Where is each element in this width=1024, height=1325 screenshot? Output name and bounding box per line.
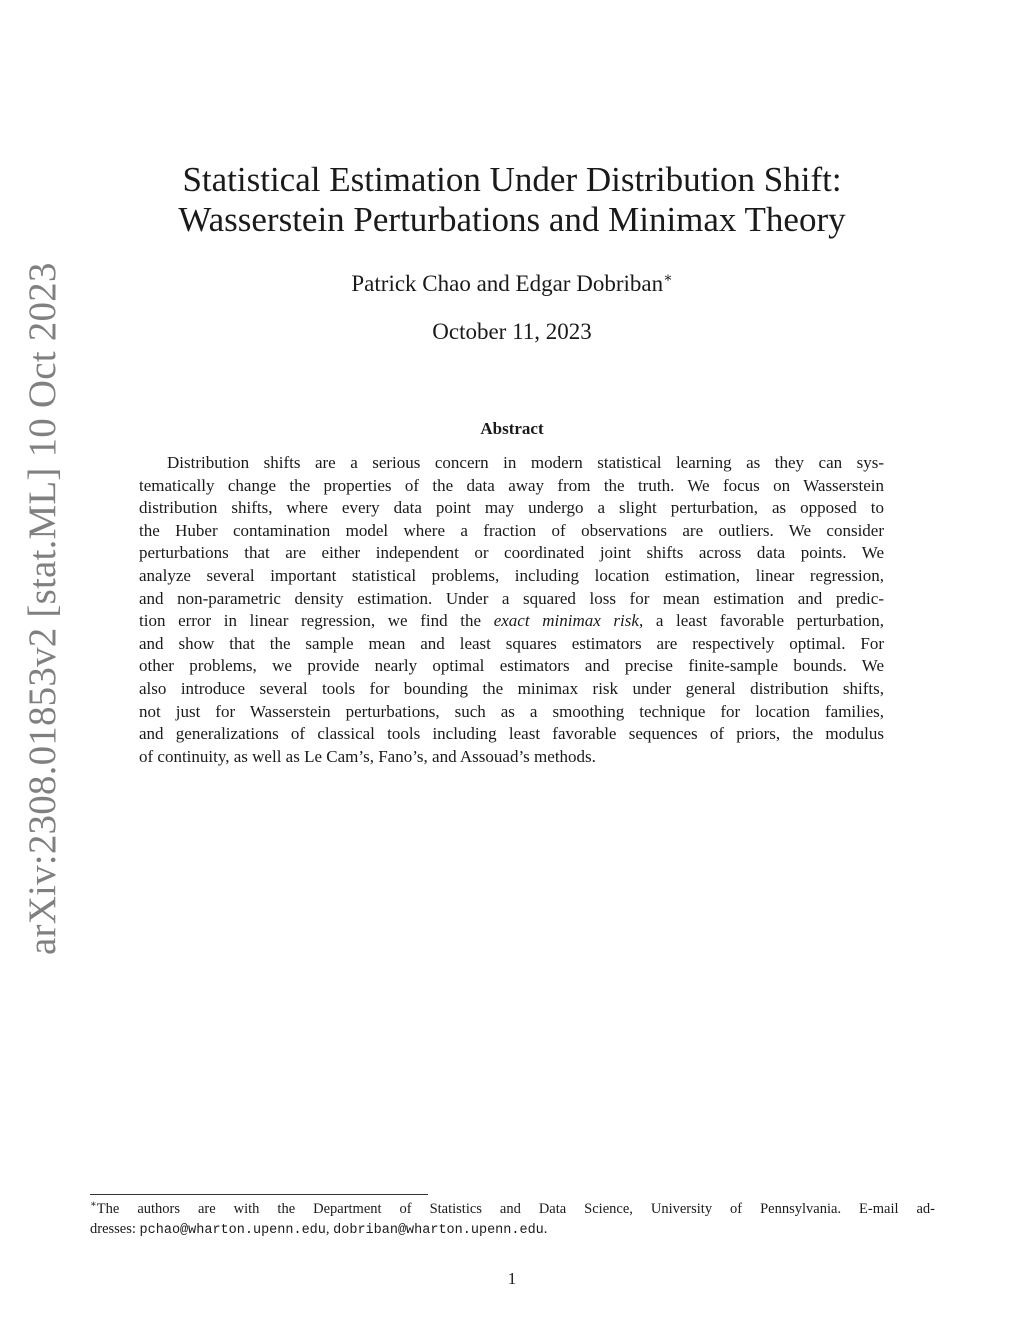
paper-date: October 11, 2023 — [432, 319, 592, 344]
abstract-line: perturbations that are either independent or coordinated joint shifts across data points. We — [139, 543, 884, 563]
abstract-line: distribution shifts, where every data point may undergo a slight perturbation, as opposed to — [139, 498, 884, 518]
abstract-line: Distribution shifts are a serious concern in modern statistical learning as they can sys- — [167, 453, 884, 472]
abstract-heading: Abstract — [480, 419, 544, 438]
footnote-divider — [90, 1194, 428, 1195]
footnote-text-prefix: dresses: — [90, 1221, 140, 1237]
arxiv-identifier-stamp: arXiv:2308.01853v2 [stat.ML] 10 Oct 2023 — [21, 262, 64, 955]
paper-title-line-1: Statistical Estimation Under Distribution Shift: — [182, 160, 842, 199]
email-link-dobriban[interactable]: dobriban@wharton.upenn.edu — [333, 1223, 544, 1238]
page-number: 1 — [507, 1269, 517, 1288]
abstract-line: the Huber contamination model where a fraction of observations are outliers. We consider — [139, 520, 884, 540]
footnote-line-1 — [90, 1199, 935, 1219]
abstract-line: tematically change the properties of the data away from the truth. We focus on Wasserstein — [139, 475, 884, 495]
footnote-line-2 — [90, 1219, 935, 1241]
paper-title — [120, 160, 904, 240]
email-link-pchao[interactable]: pchao@wharton.upenn.edu — [139, 1223, 326, 1238]
abstract-line: also introduce several tools for bounding the minimax risk under general distribution shifts, — [139, 678, 884, 698]
abstract-body — [139, 452, 884, 768]
abstract-emphasis-exact-minimax-risk: exact minimax risk — [493, 611, 639, 631]
footnote — [90, 1199, 935, 1241]
footnote-mark: ∗ — [90, 1199, 97, 1210]
abstract-line — [139, 610, 884, 633]
paper-title-line-2: Wasserstein Perturbations and Minimax Theory — [178, 200, 846, 239]
footnote-separator: , — [325, 1221, 334, 1237]
abstract-text-fragment: , a least favorable perturbation, — [638, 611, 885, 631]
author-names: Patrick Chao and Edgar Dobriban — [351, 271, 664, 296]
author-footnote-mark: ∗ — [663, 271, 673, 286]
author-list — [120, 270, 904, 298]
abstract-text-fragment: tion error in linear regression, we find the — [139, 611, 494, 631]
footnote-text: The authors are with the Department of Statistics and Data Science, University of Pennsylvania. E-mail ad- — [96, 1201, 935, 1217]
abstract-line: other problems, we provide nearly optimal estimators and precise finite-sample bounds. We — [139, 656, 884, 676]
abstract-line: and non-parametric density estimation. Under a squared loss for mean estimation and predic- — [139, 588, 884, 608]
abstract-line: and show that the sample mean and least squares estimators are respectively optimal. For — [139, 633, 884, 653]
abstract-line: of continuity, as well as Le Cam’s, Fano’s, and Assouad’s methods. — [139, 746, 596, 766]
abstract-line: not just for Wasserstein perturbations, such as a smoothing technique for location families, — [139, 701, 884, 721]
abstract-line: analyze several important statistical problems, including location estimation, linear regression, — [139, 565, 884, 585]
footnote-end: . — [543, 1221, 548, 1237]
abstract-line: and generalizations of classical tools including least favorable sequences of priors, the modulus — [139, 724, 884, 744]
